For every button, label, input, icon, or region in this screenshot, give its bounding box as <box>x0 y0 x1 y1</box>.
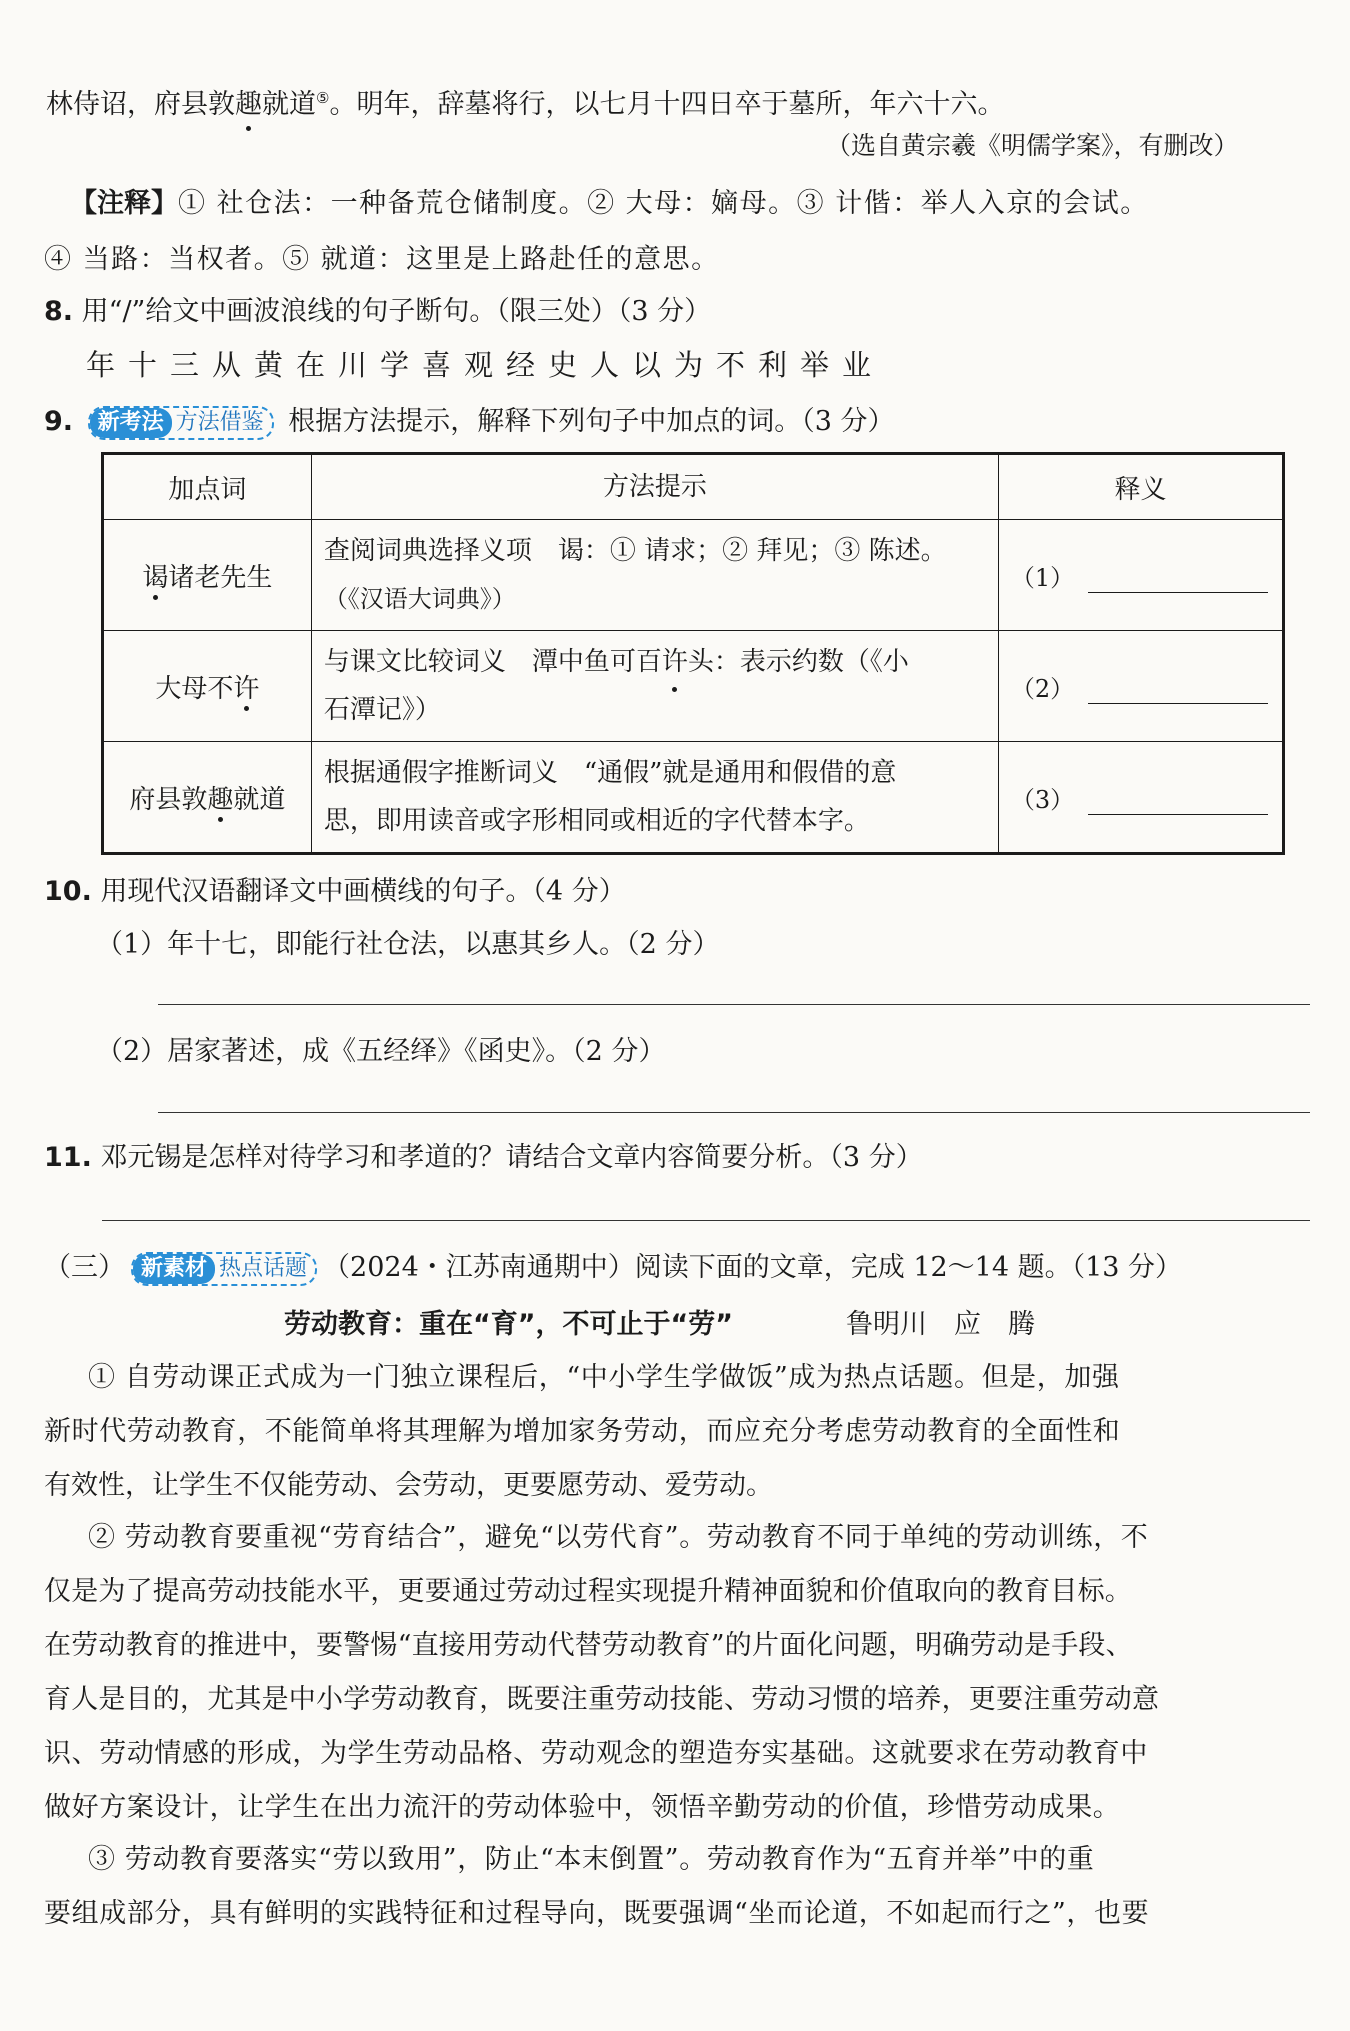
question-8-sentence: 年十三从黄在川学喜观经史人以为不利举业 <box>86 348 885 382</box>
answer-line-10-1[interactable] <box>158 1004 1310 1005</box>
question-8-number: 8. <box>44 296 74 327</box>
table-row <box>103 742 1284 854</box>
question-9-number: 9. <box>44 406 74 437</box>
passage-text-b: 。明年，辞墓将行，以七月十四日卒于墓所，年六十六。 <box>329 89 1005 120</box>
row1-answer[interactable]: （1） <box>998 520 1283 631</box>
question-10 <box>44 872 626 912</box>
notes-line-2: ④ 当路：当权者。⑤ 就道：这里是上路赴任的意思。 <box>44 244 720 275</box>
row1-word: 谒诸老先生 <box>103 520 312 631</box>
table-header-row <box>103 454 1284 520</box>
passage-source: （选自黄宗羲《明儒学案》，有删改） <box>826 131 1239 160</box>
question-8 <box>44 292 711 332</box>
notes-line-1 <box>70 184 1149 224</box>
question-11-text: 邓元锡是怎样对待学习和孝道的？请结合文章内容简要分析。（3 分） <box>100 1142 923 1173</box>
question-9-text: 根据方法提示，解释下列句子中加点的词。（3 分） <box>288 406 895 437</box>
notes-text-1: ① 社仓法：一种备荒仓储制度。② 大母：嫡母。③ 计偕：举人入京的会试。 <box>178 188 1149 219</box>
section-3-label: （三） <box>44 1252 125 1283</box>
row3-answer[interactable]: （3） <box>998 742 1283 854</box>
question-9-table <box>101 452 1285 855</box>
row1-hint: 查阅词典选择义项 谒：① 请求；② 拜见；③ 陈述。 （《汉语大词典》） <box>311 520 998 631</box>
article-authors: 鲁明川 应 腾 <box>846 1309 1035 1340</box>
section-3-badge <box>131 1252 317 1286</box>
row2-blank[interactable] <box>1088 679 1268 704</box>
badge-hot-topic: 热点话题 <box>219 1255 308 1281</box>
badge-new-method: 新考法 <box>90 408 172 438</box>
table-row <box>103 520 1284 631</box>
row3-word: 府县敦趣就道 <box>103 742 312 854</box>
question-8-text: 用“/”给文中画波浪线的句子断句。（限三处）（3 分） <box>81 296 712 327</box>
note-ref-5: ⑤ <box>316 89 330 107</box>
question-10-sub1: （1）年十七，即能行社仓法，以惠其乡人。（2 分） <box>96 929 720 960</box>
passage-last-line <box>46 78 1004 125</box>
table-row <box>103 631 1284 742</box>
section-3-header <box>44 1248 1182 1288</box>
badge-method-reference: 方法借鉴 <box>175 409 264 435</box>
question-10-number: 10. <box>44 876 92 907</box>
row1-blank[interactable] <box>1088 568 1268 593</box>
question-11 <box>44 1138 923 1178</box>
header-word: 加点词 <box>103 454 312 520</box>
question-9 <box>44 402 895 442</box>
header-meaning: 释义 <box>998 454 1283 520</box>
passage-text-a: 林侍诏，府县敦趣就道 <box>46 89 316 120</box>
question-10-text: 用现代汉语翻译文中画横线的句子。（4 分） <box>100 876 626 907</box>
question-11-number: 11. <box>44 1142 92 1173</box>
badge-new-material: 新素材 <box>133 1254 215 1284</box>
worksheet-page: 林侍诏，府县敦趣就道⑤。明年，辞墓将行，以七月十四日卒于墓所，年六十六。 （选自黄宗羲《明儒学案》，有删改） 【注释】① 社仓法：一种备荒仓储制度。② 大母：嫡母。③ 计偕：举人入京的会试。 ④ 当路：当权者。⑤ 就道：这里是上路赴任的意思。 8. 用“/”给文中画波浪线的句子断句。（限三处）（3 分） 年十三从黄在川学喜观经史人以为不利举业 9. 新考法 方法借鉴 根据方法提示，解释下列句子中加点的词。（3 分） 加点词 方法提示 释义 谒诸老先生 查阅词典选择义项 谒：① 请求；② 拜见；③ 陈述。 （《汉语大词典》） （1） 大母不许 与课文比较词义 潭中鱼可百许头：表示约数（《小 石潭记》） （2） 府县敦趣就道 根据通假字推断词义 “通假”就是通用和假借的意 思，即用读音或字形相同或相近的字代替本字。 （3） 10. 用现代汉语翻译文中画横线的句子。（4 分） （1）年十七，即能行社仓法，以惠其乡人。（2 分） （2）居家著述，成《五经绎》《函史》。（2 分） 11. 邓元锡是怎样对待学习和孝道的？请结合文章内容简要分析。（3 分） （三） 新素材 热点话题 （2024・江苏南通期中）阅读下面的文章，完成 12～14 题。（13 分） 劳动教育：重在“育”，不可止于“劳” 鲁明川 应 腾 ① 自劳动课正式成为一门独立课程后，“中小学生学做饭”成为热点话题。但是，加强 新时代劳动教育，不能简单将其理解为增加家务劳动，而应充分考虑劳动教育的全面性和 有效性，让学生不仅能劳动、会劳动，更要愿劳动、爱劳动。 ② 劳动教育要重视“劳育结合”，避免“以劳代育”。劳动教育不同于单纯的劳动训练，不 仅是为了提高劳动技能水平，更要通过劳动过程实现提升精神面貌和价值取向的教育目标。 在劳动教育的推进中，要警惕“直接用劳动代替劳动教育”的片面化问题，明确劳动是手段、 育人是目的，尤其是中小学劳动教育，既要注重劳动技能、劳动习惯的培养，更要注重劳动意 识、劳动情感的形成，为学生劳动品格、劳动观念的塑造夯实基础。这就要求在劳动教育中 做好方案设计，让学生在出力流汗的劳动体验中，领悟辛勤劳动的价值，珍惜劳动成果。 ③ 劳动教育要落实“劳以致用”，防止“本末倒置”。劳动教育作为“五育并举”中的重 要组成部分，具有鲜明的实践特征和过程导向，既要强调“坐而论道，不如起而行之”，也要 <box>0 0 1350 2031</box>
article-title: 劳动教育：重在“育”，不可止于“劳” <box>284 1309 733 1340</box>
row2-hint: 与课文比较词义 潭中鱼可百许头：表示约数（《小 石潭记》） <box>311 631 998 742</box>
header-hint: 方法提示 <box>311 454 998 520</box>
row3-hint: 根据通假字推断词义 “通假”就是通用和假借的意 思，即用读音或字形相同或相近的字代替本字。 <box>311 742 998 854</box>
answer-line-10-2[interactable] <box>158 1112 1310 1113</box>
row2-word: 大母不许 <box>103 631 312 742</box>
notes-label: 【注释】 <box>70 188 178 219</box>
row3-blank[interactable] <box>1088 790 1268 815</box>
answer-line-11[interactable] <box>102 1220 1310 1221</box>
section-3-text: （2024・江苏南通期中）阅读下面的文章，完成 12～14 题。（13 分） <box>323 1252 1183 1283</box>
question-9-badge <box>88 406 274 440</box>
question-10-sub2: （2）居家著述，成《五经绎》《函史》。（2 分） <box>96 1036 666 1067</box>
row2-answer[interactable]: （2） <box>998 631 1283 742</box>
